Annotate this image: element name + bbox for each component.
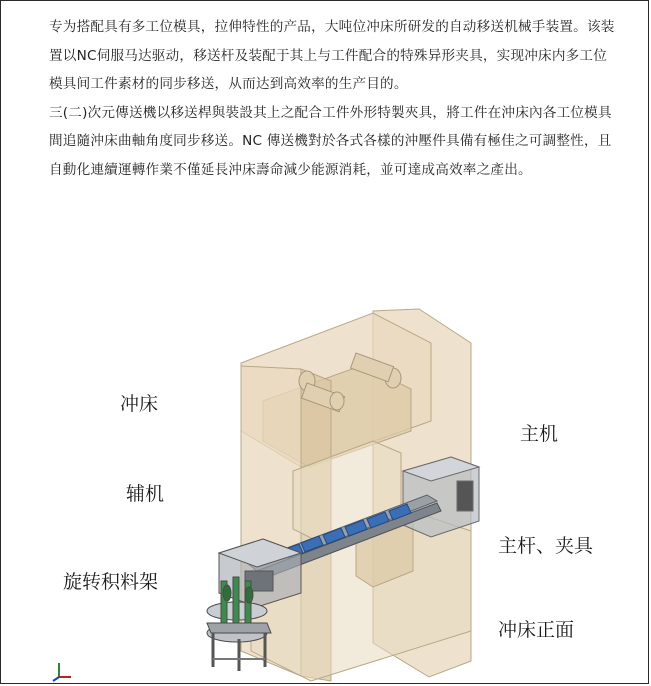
label-main-machine: 主机 <box>520 423 559 445</box>
green-part-1 <box>223 585 231 601</box>
rack-table <box>207 623 271 633</box>
paragraph-traditional: 三(二)次元傳送機以移送桿與裝設其上之配合工件外形特製夾具，將工件在沖床內各工位模具間追隨沖床曲軸角度同步移送。NC 傳送機對於各式各樣的沖壓件具備有極佳之可調整性，且自動化連續運轉作業不僅延長沖床壽命減少能源消耗，並可達成高效率之產出。 <box>49 104 612 178</box>
paragraph-simplified: 专为搭配具有多工位模具，拉伸特性的产品，大吨位冲床所研发的自动移送机械手装置。该装置以NC伺服马达驱动，移送杆及装配于其上与工件配合的特殊异形夹具，实现冲床内多工位模具间工件素材的同步移送，从而达到高效率的生产目的。 <box>49 19 615 92</box>
machine-diagram <box>1 271 650 685</box>
rod-end-left-2 <box>330 392 344 410</box>
axis-triad-icon <box>53 663 71 681</box>
label-rotary-rack: 旋转积料架 <box>63 571 159 593</box>
label-press: 冲床 <box>120 393 159 415</box>
document-body <box>49 13 619 184</box>
auxiliary-machine <box>219 539 301 607</box>
label-auxiliary: 辅机 <box>126 483 165 505</box>
main-machine-housing <box>403 457 479 537</box>
axis-z <box>53 677 59 681</box>
green-part-2 <box>245 587 253 603</box>
label-press-front: 冲床正面 <box>498 619 575 641</box>
main-housing-panel <box>457 481 473 511</box>
label-rod-clamp: 主杆、夹具 <box>498 535 594 557</box>
